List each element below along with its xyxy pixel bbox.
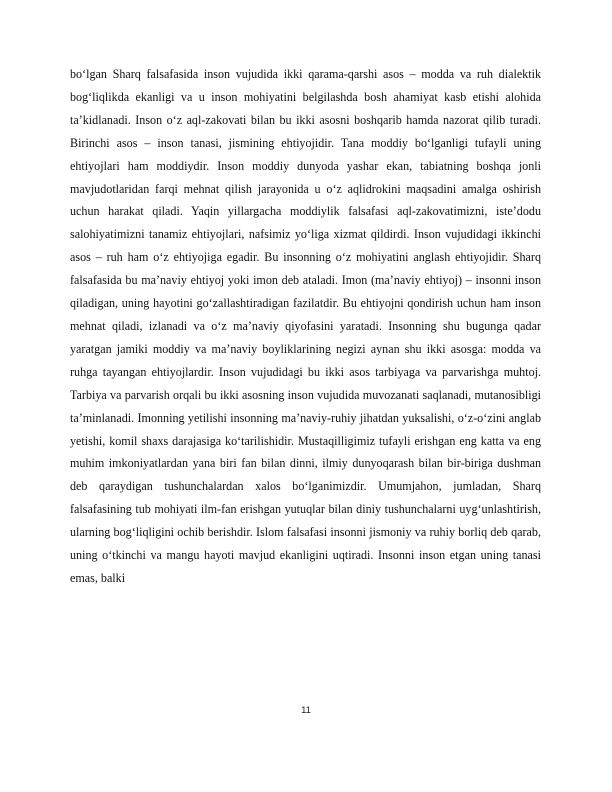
- page-number: 11: [301, 705, 311, 716]
- body-paragraph: bo‘lgan Sharq falsafasida inson vujudida ikki qarama-qarshi asos – modda va ruh dialektik bog‘liqlikda ekanligi va u inson mohiyatini belgilashda bosh ahamiyat kasb etishi alohida ta’kidlanadi. Inson o‘z aql-zakovati bilan bu ikki asosni boshqarib hamda nazorat qilib turadi. Birinchi asos – inson tanasi, jismining ehtiyojidir. Tana moddiy bo‘lganligi tufayli uning ehtiyojlari ham moddiydir. Inson moddiy dunyoda yashar ekan, tabiatning boshqa jonli mavjudotlaridan farqi mehnat qilish jarayonida u o‘z aqlidrokini maqsadini amalga oshirish uchun harakat qiladi. Yaqin yillargacha moddiylik falsafasi aql-zakovatimizni, iste’dodu salohiyatimizni tanamiz ehtiyojlari, nafsimiz yo‘liga xizmat qildirdi. Inson vujudidagi ikkinchi asos – ruh ham o‘z ehtiyojiga egadir. Bu insonning o‘z mohiyatini anglash ehtiyojidir. Sharq falsafasida bu ma’naviy ehtiyoj yoki imon deb ataladi. Imon (ma’naviy ehtiyoj) – insonni inson qiladigan, uning hayotini go‘zallashtiradigan fazilatdir. Bu ehtiyojni qondirish uchun ham inson mehnat qiladi, izlanadi va o‘z ma’naviy qiyofasini yaratadi. Insonning shu bugunga qadar yaratgan jamiki moddiy va ma’naviy boyliklarining negizi aynan shu ikki asosga: modda va ruhga tayangan ehtiyojlardir. Inson vujudidagi bu ikki asos tarbiyaga va parvarishga muhtoj. Tarbiya va parvarish orqali bu ikki asosning inson vujudida muvozanati saqlanadi, mutanosibligi ta’minlanadi. Imonning yetilishi insonning ma’naviy-ruhiy jihatdan yuksalishi, o‘z-o‘zini anglab yetishi, komil shaxs darajasiga ko‘tarilishidir. Mustaqilligimiz tufayli erishgan eng katta va eng muhim imkoniyatlardan yana biri fan bilan dinni, ilmiy dunyoqarash bilan bir-biriga dushman deb qaraydigan tushunchalardan xalos bo‘lganimizdir. Umumjahon, jumladan, Sharq falsafasining tub mohiyati ilm-fan erishgan yutuqlar bilan diniy tushunchalarni uyg‘unlashtirish, ularning bog‘liqligini ochib berishdir. Islom falsafasi insonni jismoniy va ruhiy borliq deb qarab, uning o‘tkinchi va mangu hayoti mavjud ekanligini uqtiradi. Insonni inson etgan uning tanasi emas, balki: [70, 67, 541, 585]
